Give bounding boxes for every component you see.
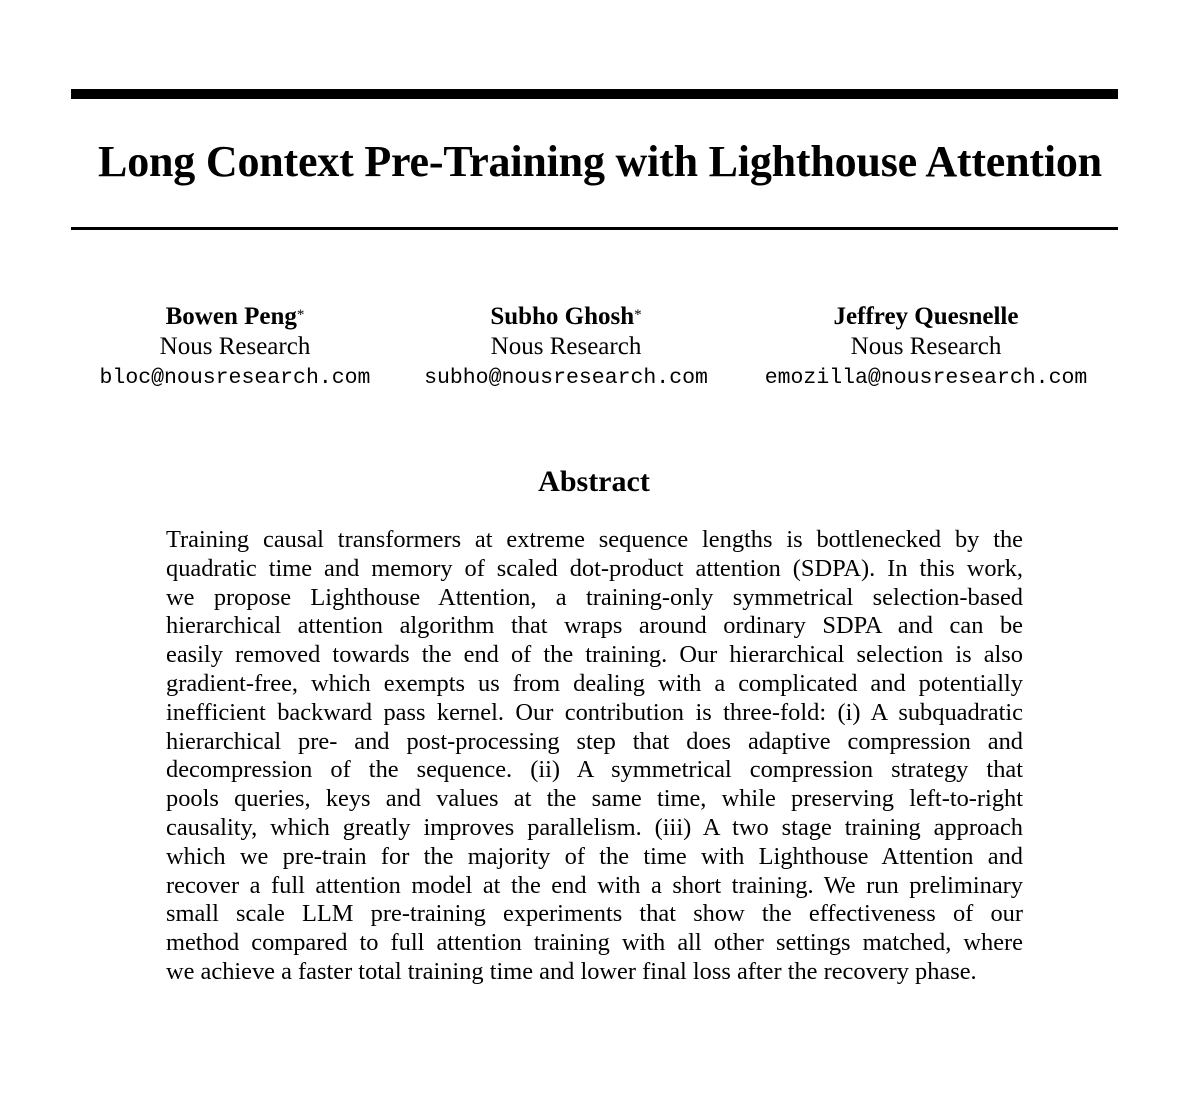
author-affiliation: Nous Research bbox=[490, 333, 642, 360]
equal-contribution-mark: * bbox=[634, 307, 642, 323]
equal-contribution-mark: * bbox=[296, 307, 305, 323]
author-name: Jeffrey Quesnelle bbox=[833, 303, 1019, 330]
abstract-line: method compared to full attention training with all other settings matched, where bbox=[166, 929, 1023, 957]
title-bottom-rule bbox=[71, 227, 1118, 230]
author-2 bbox=[386, 301, 746, 395]
author-1 bbox=[55, 301, 415, 395]
abstract-line: pools queries, keys and values at the same time, while preserving left-to-right bbox=[166, 785, 1023, 813]
abstract-line: we achieve a faster total training time and lower final loss after the recovery phase. bbox=[166, 957, 977, 985]
author-name: Subho Ghosh* bbox=[490, 303, 642, 330]
abstract-line: gradient-free, which exempts us from dealing with a complicated and potentially bbox=[166, 669, 1023, 697]
abstract-heading: Abstract bbox=[538, 465, 650, 498]
abstract-line: inefficient backward pass kernel. Our contribution is three-fold: (i) A subquadratic bbox=[166, 698, 1023, 726]
title-top-rule bbox=[71, 89, 1118, 99]
abstract-line: causality, which greatly improves parallelism. (iii) A two stage training approach bbox=[166, 813, 1023, 841]
abstract-line: hierarchical pre- and post-processing step that does adaptive compression and bbox=[166, 727, 1023, 755]
abstract-line: hierarchical attention algorithm that wraps around ordinary SDPA and can be bbox=[166, 612, 1023, 640]
abstract-line: decompression of the sequence. (ii) A symmetrical compression strategy that bbox=[166, 756, 1023, 784]
abstract-line: which we pre-train for the majority of the time with Lighthouse Attention and bbox=[166, 842, 1023, 870]
abstract-line: Training causal transformers at extreme sequence lengths is bottlenecked by the bbox=[166, 526, 1023, 553]
author-name: Bowen Peng* bbox=[165, 303, 305, 330]
author-affiliation: Nous Research bbox=[159, 333, 311, 360]
author-email: emozilla@nousresearch.com bbox=[764, 366, 1088, 390]
abstract-line: quadratic time and memory of scaled dot-product attention (SDPA). In this work, bbox=[166, 554, 1023, 582]
author-3 bbox=[746, 301, 1106, 395]
author-affiliation: Nous Research bbox=[850, 333, 1002, 360]
abstract-body bbox=[166, 526, 1023, 987]
abstract-line: recover a full attention model at the end with a short training. We run preliminary bbox=[166, 871, 1023, 899]
author-block bbox=[0, 301, 1200, 401]
author-email: bloc@nousresearch.com bbox=[99, 366, 371, 390]
abstract-line: easily removed towards the end of the training. Our hierarchical selection is also bbox=[166, 641, 1023, 669]
paper-title: Long Context Pre-Training with Lighthouse Attention bbox=[98, 137, 1102, 186]
author-email: subho@nousresearch.com bbox=[424, 366, 708, 390]
abstract-line: small scale LLM pre-training experiments that show the effectiveness of our bbox=[166, 900, 1023, 928]
abstract-line: we propose Lighthouse Attention, a training-only symmetrical selection-based bbox=[166, 583, 1023, 611]
